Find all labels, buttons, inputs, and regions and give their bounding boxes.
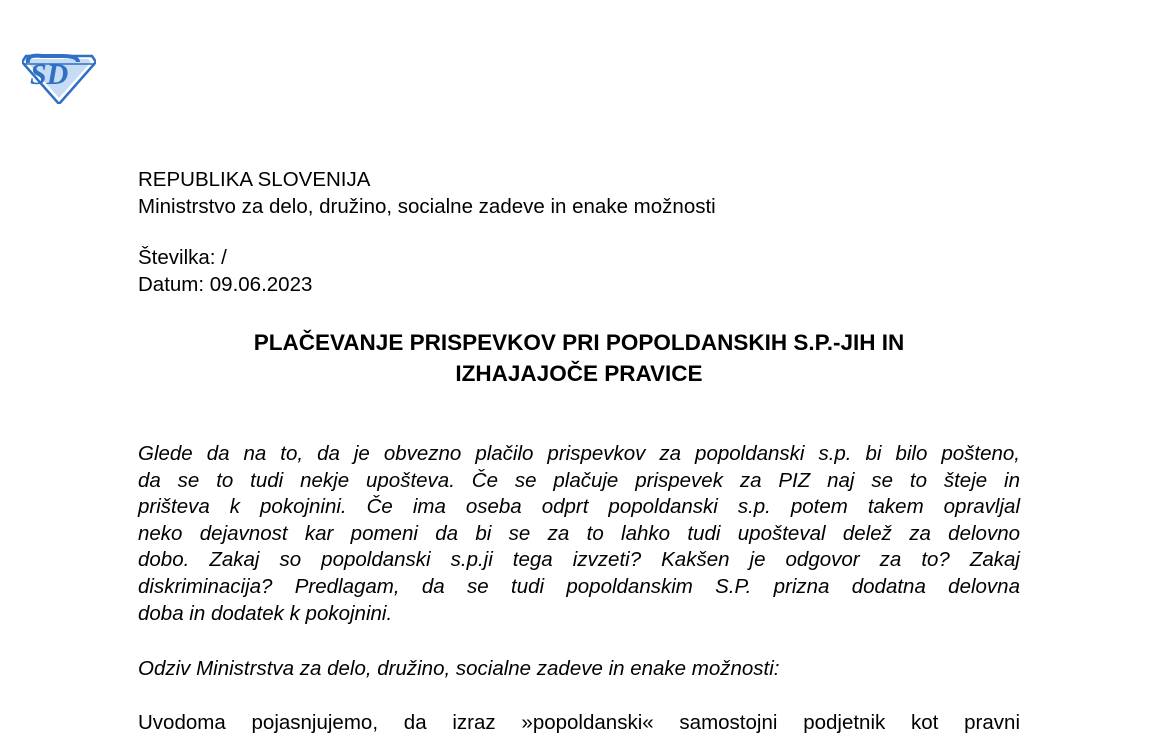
response-body bbox=[138, 710, 1020, 737]
response-body-line: Uvodoma pojasnjujemo, da izraz »popoldanski« samostojni podjetnik kot pravni bbox=[138, 711, 1020, 734]
question-line: doba in dodatek k pokojnini. bbox=[138, 601, 393, 625]
title-line-1: PLAČEVANJE PRISPEVKOV PRI POPOLDANSKIH S.P.-JIH IN bbox=[253, 330, 905, 355]
document-meta bbox=[138, 244, 312, 298]
question-line: Glede da na to, da je obvezno plačilo prispevkov za popoldanski s.p. bi bilo pošteno, bbox=[138, 442, 1020, 465]
republic-name: REPUBLIKA SLOVENIJA bbox=[138, 168, 371, 191]
sd-diamond-logo-icon bbox=[22, 50, 96, 104]
question-line: neko dejavnost kar pomeni da bi se za to lahko tudi upošteval delež za delovno bbox=[138, 521, 1020, 545]
question-line: da se to tudi nekje upošteva. Če se plačuje prispevek za PIZ naj se to šteje in bbox=[138, 468, 1020, 492]
question-line: diskriminacija? Predlagam, da se tudi popoldanskim S.P. prizna dodatna delovna bbox=[138, 574, 1020, 598]
document-date: Datum: 09.06.2023 bbox=[138, 273, 313, 296]
document-number: Številka: / bbox=[138, 246, 227, 269]
question-line: prišteva k pokojnini. Če ima oseba odprt popoldanski s.p. potem takem opravljal bbox=[138, 495, 1020, 519]
question-line: dobo. Zakaj so popoldanski s.p.ji tega izvzeti? Kakšen je odgovor za to? Zakaj bbox=[138, 548, 1020, 572]
svg-text:SD: SD bbox=[30, 58, 69, 91]
letterhead bbox=[138, 166, 716, 220]
response-heading: Odziv Ministrstva za delo, družino, socialne zadeve in enake možnosti: bbox=[138, 657, 780, 680]
question-paragraph bbox=[138, 441, 1020, 627]
title-line-2: IZHAJAJOČE PRAVICE bbox=[455, 361, 703, 386]
document-title bbox=[138, 327, 1020, 389]
ministry-name: Ministrstvo za delo, družino, socialne zadeve in enake možnosti bbox=[138, 195, 716, 218]
